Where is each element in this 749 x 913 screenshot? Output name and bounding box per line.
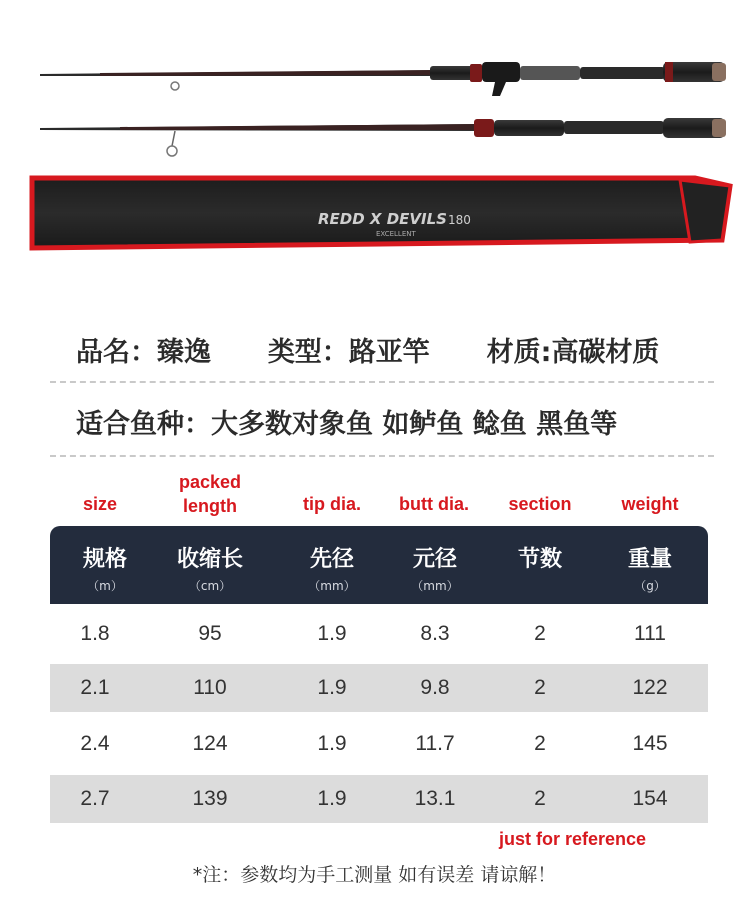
divider: [50, 381, 714, 383]
name-value: 臻逸: [157, 337, 211, 368]
col-header-label: 收缩长: [176, 547, 243, 572]
spinning-rod: [40, 118, 726, 156]
rod-bag: [32, 178, 730, 248]
col-header-unit: （m）: [87, 579, 123, 593]
product-photo: [0, 0, 749, 275]
cell-tip: 1.9: [317, 622, 347, 645]
cell-tip: 1.9: [317, 676, 347, 699]
col-header-butt: [380, 526, 490, 604]
divider: [50, 455, 714, 457]
svg-text:REDD X DEVILS: REDD X DEVILS: [318, 210, 447, 228]
cell-butt: 11.7: [415, 732, 455, 755]
cell-butt: 8.3: [420, 622, 450, 645]
en-header-packed-line2: length: [183, 496, 237, 516]
cell-packed-length: 95: [198, 622, 222, 645]
cell-size: 2.1: [80, 676, 110, 699]
cell-weight: 122: [632, 676, 668, 699]
col-header-tip: [277, 526, 387, 604]
cell-butt: 13.1: [414, 787, 456, 810]
cell-size: 2.4: [80, 732, 110, 755]
table-row: [50, 664, 708, 712]
col-header-weight: [595, 526, 705, 604]
col-header-label: 元径: [412, 547, 457, 572]
svg-text:EXCELLENT: EXCELLENT: [376, 230, 416, 238]
table-header: [50, 526, 708, 604]
table-row: [50, 610, 708, 658]
col-header-section: [485, 526, 595, 604]
en-header-butt: butt dia.: [399, 494, 469, 514]
cell-section: 2: [534, 622, 546, 645]
table-row: [50, 775, 708, 823]
svg-text:180: 180: [448, 213, 471, 227]
col-header-label: 规格: [82, 547, 127, 572]
measurement-note: *注：参数均为手工测量 如有误差 请谅解！: [192, 864, 557, 886]
cell-weight: 111: [634, 622, 666, 645]
cell-weight: 154: [632, 787, 668, 810]
type-value: 路亚竿: [348, 337, 430, 368]
col-header-unit: （g）: [634, 579, 666, 593]
reference-note: just for reference: [499, 829, 647, 849]
cell-tip: 1.9: [317, 787, 347, 810]
col-header-unit: （mm）: [411, 579, 459, 593]
cell-size: 2.7: [80, 787, 110, 810]
en-header-size: size: [82, 494, 118, 514]
col-header-label: 重量: [627, 547, 672, 572]
cell-weight: 145: [632, 732, 668, 755]
en-header-packed-length: [160, 470, 260, 518]
en-header-packed-line1: packed: [178, 472, 242, 492]
col-header-label: 节数: [517, 547, 562, 572]
name-label: 品名：: [76, 337, 157, 368]
cell-section: 2: [534, 787, 546, 810]
cell-packed-length: 124: [192, 732, 228, 755]
material-value: 高碳材质: [551, 337, 660, 368]
col-header-unit: （mm）: [308, 579, 356, 593]
col-header-packed-length: [155, 526, 265, 604]
cell-size: 1.8: [80, 622, 110, 645]
en-header-weight: weight: [621, 494, 679, 514]
en-header-tip: tip dia.: [303, 494, 361, 514]
table-row: [50, 720, 708, 768]
fish-info-line: [76, 402, 617, 441]
cell-section: 2: [534, 732, 546, 755]
product-info-line: [76, 330, 659, 369]
cell-packed-length: 139: [192, 787, 228, 810]
cell-tip: 1.9: [317, 732, 347, 755]
cell-section: 2: [534, 676, 546, 699]
col-header-size: [50, 526, 160, 604]
col-header-label: 先径: [309, 547, 354, 572]
en-header-section: section: [508, 494, 572, 514]
type-label: 类型：: [267, 337, 349, 368]
casting-rod: [40, 62, 726, 96]
col-header-unit: （cm）: [188, 579, 232, 593]
cell-packed-length: 110: [193, 676, 227, 699]
cell-butt: 9.8: [420, 676, 450, 699]
fish-value: 大多数对象鱼 如鲈鱼 鲶鱼 黑鱼等: [211, 409, 618, 440]
material-label: 材质:: [486, 337, 552, 368]
fish-label: 适合鱼种：: [76, 409, 211, 440]
